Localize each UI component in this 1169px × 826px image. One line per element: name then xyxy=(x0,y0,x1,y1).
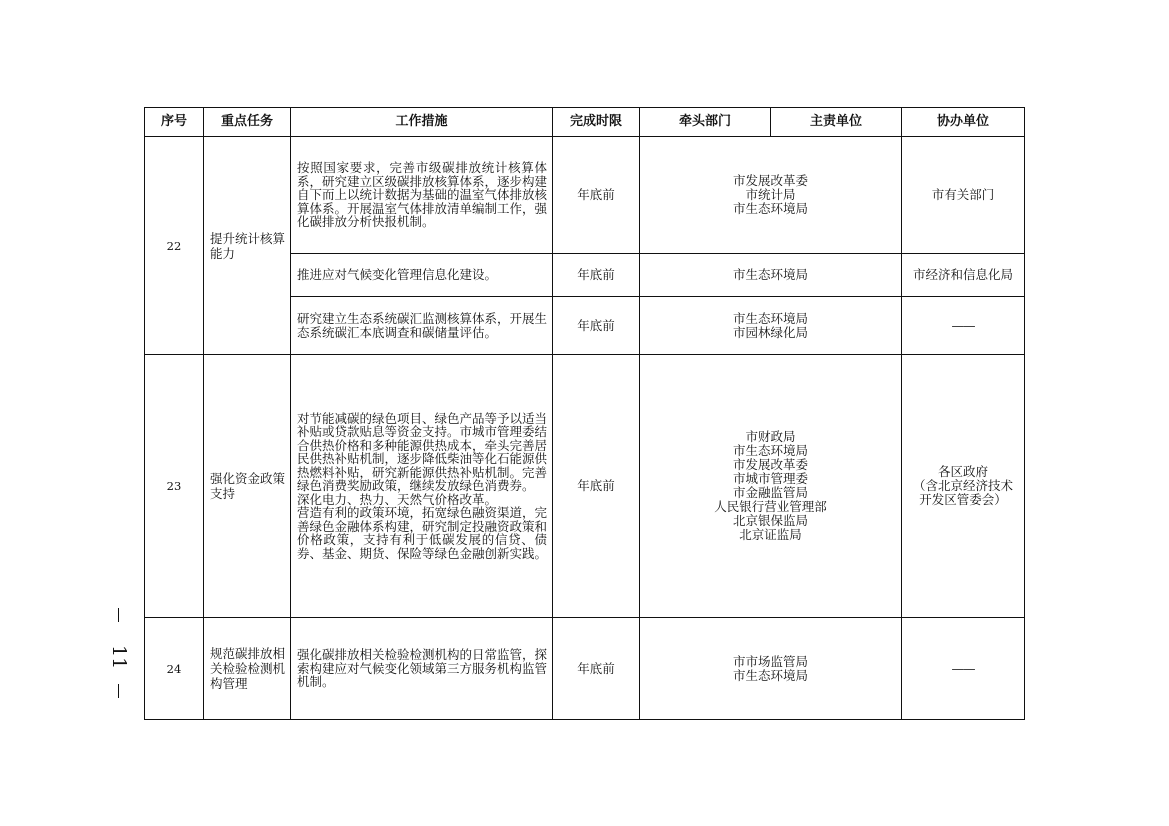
row-task: 提升统计核算能力 xyxy=(204,137,291,355)
row-deadline: 年底前 xyxy=(553,137,640,254)
row-assist: 市经济和信息化局 xyxy=(902,254,1025,297)
row-departments xyxy=(640,137,902,254)
row-measure: 推进应对气候变化管理信息化建设。 xyxy=(291,254,553,297)
row-seq: 23 xyxy=(145,355,204,618)
row-measure: 强化碳排放相关检验检测机构的日常监管，探索构建应对气候变化领域第三方服务机构监管机制。 xyxy=(291,618,553,720)
table-row xyxy=(145,355,1025,618)
row-departments xyxy=(640,355,902,618)
row-departments xyxy=(640,297,902,355)
department: 市市场监管局 xyxy=(732,653,808,669)
department: 人民银行营业管理部 xyxy=(714,499,827,514)
department: 市生态环境局 xyxy=(732,310,808,326)
row-measure: 按照国家要求，完善市级碳排放统计核算体系，研究建立区级碳排放核算体系，逐步构建自下而上以统计数据为基础的温室气体排放核算体系。开展温室气体排放清单编制工作，强化碳排放分析快报机制。 xyxy=(291,137,553,254)
department: 市生态环境局 xyxy=(732,267,808,282)
table-row xyxy=(145,137,1025,254)
page-number-rule-top xyxy=(118,608,119,622)
department: 市园林绿化局 xyxy=(732,324,808,340)
department: 市发展改革委 xyxy=(732,457,808,472)
header-task: 重点任务 xyxy=(204,108,291,137)
row-task: 强化资金政策支持 xyxy=(204,355,291,618)
header-lead: 牵头部门 xyxy=(640,108,771,137)
row-measure: 研究建立生态系统碳汇监测核算体系，开展生态系统碳汇本底调查和碳储量评估。 xyxy=(291,297,553,355)
page-number-text: 11 xyxy=(108,645,130,670)
row-deadline: 年底前 xyxy=(553,618,640,720)
row-task: 规范碳排放相关检验检测机构管理 xyxy=(204,618,291,720)
department: 市城市管理委 xyxy=(732,471,808,486)
department: 市统计局 xyxy=(745,187,796,202)
row-departments xyxy=(640,618,902,720)
department: 北京证监局 xyxy=(739,527,802,542)
row-measure xyxy=(291,355,553,618)
header-seq: 序号 xyxy=(145,108,204,137)
measure-paragraph: 对节能减碳的绿色项目、绿色产品等予以适当补贴或贷款贴息等资金支持。市城市管理委结合供热价格和多种能源供热成本，牵头完善居民供热补贴机制，逐步降低柴油等化石能源供热燃料补贴，研究新能源供热补贴机制。完善绿色消费奖励政策，继续发放绿色消费券。 xyxy=(297,410,548,494)
department: 北京银保监局 xyxy=(732,513,808,528)
table-header-row xyxy=(145,108,1025,137)
department: 市生态环境局 xyxy=(732,201,808,216)
row-departments xyxy=(640,254,902,297)
row-assist: 市有关部门 xyxy=(902,137,1025,254)
row-deadline: 年底前 xyxy=(553,297,640,355)
department: 市生态环境局 xyxy=(732,443,808,458)
department: 市发展改革委 xyxy=(732,173,808,188)
row-assist: —— xyxy=(902,297,1025,355)
page-number-rule-bottom xyxy=(118,684,119,698)
measure-paragraph: 深化电力、热力、天然气价格改革。 xyxy=(297,491,498,507)
row-deadline: 年底前 xyxy=(553,254,640,297)
row-deadline: 年底前 xyxy=(553,355,640,618)
header-measure: 工作措施 xyxy=(291,108,553,137)
header-assist: 协办单位 xyxy=(902,108,1025,137)
page-number xyxy=(108,608,130,698)
department: 市财政局 xyxy=(745,429,796,444)
header-responsible: 主责单位 xyxy=(771,108,902,137)
department: 市金融监管局 xyxy=(732,485,808,500)
work-plan-table xyxy=(144,107,1024,720)
row-assist xyxy=(902,355,1025,618)
table-row xyxy=(145,618,1025,720)
department: 市生态环境局 xyxy=(732,667,808,683)
row-seq: 24 xyxy=(145,618,204,720)
assist-line: 开发区管委会） xyxy=(919,492,1007,507)
assist-line: （含北京经济技术 xyxy=(912,478,1013,493)
row-seq: 22 xyxy=(145,137,204,355)
assist-line: 各区政府 xyxy=(937,464,988,479)
measure-paragraph: 营造有利的政策环境，拓宽绿色融资渠道，完善绿色金融体系构建，研究制定投融资政策和价格政策，支持有利于低碳发展的信贷、债券、基金、期货、保险等绿色金融创新实践。 xyxy=(297,505,548,561)
row-assist: —— xyxy=(902,618,1025,720)
header-deadline: 完成时限 xyxy=(553,108,640,137)
